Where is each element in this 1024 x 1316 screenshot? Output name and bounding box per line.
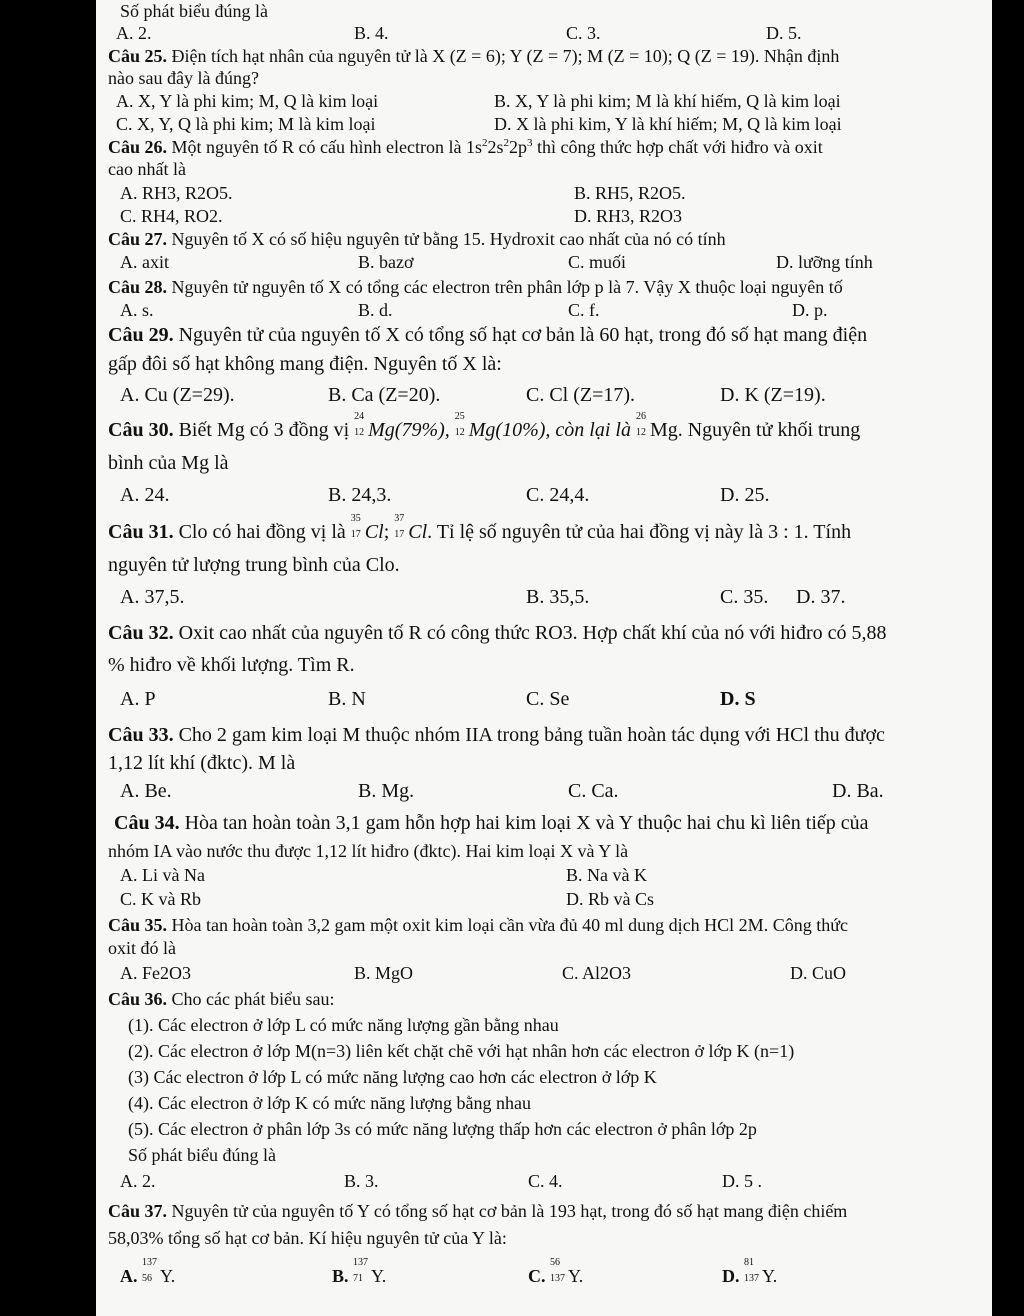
- question-label: Câu 33.: [108, 724, 174, 746]
- option-c: C. X, Y, Q là phi kim; M là kim loại: [116, 114, 376, 134]
- question-text-cont: oxit đó là: [108, 938, 176, 958]
- option-c: C. Se: [526, 688, 570, 710]
- option-b: B. N: [328, 688, 366, 710]
- option-b: B. Na và K: [566, 865, 647, 885]
- question-33: [108, 724, 885, 746]
- option-a: A. Li và Na: [120, 865, 205, 885]
- option-a: A. 137 56 Y.: [120, 1257, 176, 1286]
- option-c: C. RH4, RO2.: [120, 206, 223, 226]
- top-option-a: A. 2.: [116, 23, 152, 43]
- question-label: Câu 25.: [108, 46, 168, 66]
- isotope-notation: 24 12: [354, 411, 365, 438]
- option-a: A. Fe2O3: [120, 963, 191, 983]
- question-32: [108, 622, 887, 644]
- option-c: C. f.: [568, 300, 600, 320]
- option-c: C. 24,4.: [526, 484, 590, 506]
- option-a: A. 24.: [120, 484, 170, 506]
- top-option-d: D. 5.: [766, 23, 802, 43]
- question-text: Nguyên tử của nguyên tố Y có tổng số hạt cơ bản là 193 hạt, trong đó số hạt mang điện chiếm: [171, 1201, 848, 1221]
- option-d: D. p.: [792, 300, 828, 320]
- option-b: B. Ca (Z=20).: [328, 384, 441, 406]
- option-d: D. K (Z=19).: [720, 384, 826, 406]
- question-28: [108, 276, 843, 298]
- question-text: Hòa tan hoàn toàn 3,1 gam hỗn hợp hai kim loại X và Y thuộc hai chu kì liên tiếp của: [184, 812, 869, 834]
- question-text: Điện tích hạt nhân của nguyên tử là X (Z = 6); Y (Z = 7); M (Z = 10); Q (Z = 19). Nhận định: [171, 46, 840, 66]
- question-27: [108, 228, 726, 250]
- question-text: Biết Mg có 3 đồng vị: [178, 419, 350, 441]
- option-b: B. 137 71 Y.: [332, 1257, 387, 1286]
- option-b: B. 24,3.: [328, 484, 392, 506]
- option-d: D. S: [720, 688, 756, 710]
- question-label: Câu 37.: [108, 1201, 168, 1221]
- question-text-2: thì công thức hợp chất với hiđro và oxit: [532, 137, 823, 157]
- option-a: A. 37,5.: [120, 586, 185, 608]
- statement-4: (4). Các electron ở lớp K có mức năng lượng bằng nhau: [128, 1093, 531, 1113]
- option-a: A. s.: [120, 300, 154, 320]
- option-a: A. Cu (Z=29).: [120, 384, 235, 406]
- question-text-cont: % hiđro về khối lượng. Tìm R.: [108, 654, 355, 676]
- question-text-cont: cao nhất là: [108, 159, 186, 179]
- question-label: Câu 27.: [108, 229, 168, 249]
- question-31: Câu 31. Clo có hai đồng vị là 35 17 Cl; 37 17 Cl. Tỉ lệ số nguyên tử của hai đồng vị này là 3 : 1. Tính: [108, 513, 852, 543]
- option-d: D. 5 .: [722, 1171, 762, 1191]
- question-35: [108, 914, 848, 936]
- statement-5: (5). Các electron ở phân lớp 3s có mức năng lượng thấp hơn các electron ở phân lớp 2p: [128, 1119, 757, 1139]
- question-label: Câu 29.: [108, 324, 174, 346]
- question-text: Một nguyên tố R có cấu hình electron là 1s: [171, 137, 482, 157]
- option-c: C. K và Rb: [120, 889, 201, 909]
- statement-2: (2). Các electron ở lớp M(n=3) liên kết chặt chẽ với hạt nhân hơn các electron ở lớp K (n=1): [128, 1041, 795, 1061]
- question-34: [114, 812, 869, 834]
- option-d: D. 81 137 Y.: [722, 1257, 778, 1286]
- option-c: C. 35.: [720, 586, 769, 608]
- question-label: Câu 26.: [108, 137, 168, 157]
- option-b: B. MgO: [354, 963, 414, 983]
- question-36: [108, 988, 334, 1010]
- option-d: D. CuO: [790, 963, 847, 983]
- question-label: Câu 31.: [108, 521, 174, 543]
- option-a: A. P: [120, 688, 156, 710]
- top-option-b: B. 4.: [354, 23, 389, 43]
- option-b: B. d.: [358, 300, 393, 320]
- question-25: [108, 45, 839, 67]
- question-label: Câu 32.: [108, 622, 174, 644]
- question-text: Hòa tan hoàn toàn 3,2 gam một oxit kim loại cần vừa đủ 40 ml dung dịch HCl 2M. Công thức: [171, 915, 848, 935]
- question-26: Câu 26. Một nguyên tố R có cấu hình electron là $1s^22s^22p^3$ thì công thức hợp chất với hiđro và oxit: [108, 137, 823, 157]
- question-text: Nguyên tố X có số hiệu nguyên tử bằng 15. Hydroxit cao nhất của nó có tính: [171, 229, 726, 249]
- option-a: A. RH3, R2O5.: [120, 183, 233, 203]
- question-text: Nguyên tử của nguyên tố X có tổng số hạt cơ bản là 60 hạt, trong đó số hạt mang điện: [178, 324, 868, 346]
- isotope-notation: 26 12: [635, 411, 646, 438]
- option-a: A. axit: [120, 252, 169, 272]
- option-d: D. X là phi kim, Y là khí hiếm; M, Q là kim loại: [494, 114, 842, 134]
- option-d: D. RH3, R2O3: [574, 206, 683, 226]
- option-c: C. Ca.: [568, 780, 619, 802]
- option-d: D. lưỡng tính: [776, 252, 873, 272]
- question-label: Câu 35.: [108, 915, 168, 935]
- document-page: [96, 0, 992, 1316]
- option-b: B. 3.: [344, 1171, 379, 1191]
- option-c: C. muối: [568, 252, 627, 272]
- question-ask: Số phát biểu đúng là: [128, 1145, 276, 1165]
- question-text-cont: nguyên tử lượng trung bình của Clo.: [108, 554, 400, 576]
- question-text: Oxit cao nhất của nguyên tố R có công thức RO3. Hợp chất khí của nó với hiđro có 5,88: [178, 622, 887, 644]
- option-b: B. Mg.: [358, 780, 415, 802]
- question-text: Cho 2 gam kim loại M thuộc nhóm IIA trong bảng tuần hoàn tác dụng với HCl thu được: [178, 724, 885, 746]
- question-text: Cho các phát biểu sau:: [171, 989, 335, 1009]
- isotope-notation: 25 12: [454, 411, 465, 438]
- option-b: B. RH5, R2O5.: [574, 183, 686, 203]
- question-text-cont: 1,12 lít khí (đktc). M là: [108, 752, 296, 774]
- option-c: C. 4.: [528, 1171, 563, 1191]
- option-c: C. 56 137 Y.: [528, 1257, 584, 1286]
- option-d: D. 25.: [720, 484, 770, 506]
- option-a: A. 2.: [120, 1171, 156, 1191]
- question-text: Nguyên tử nguyên tố X có tổng các electron trên phân lớp p là 7. Vậy X thuộc loại nguyên tố: [171, 277, 843, 297]
- question-label: Câu 28.: [108, 277, 168, 297]
- question-label: Câu 36.: [108, 989, 168, 1009]
- question-label: Câu 30.: [108, 419, 174, 441]
- header-text: Số phát biểu đúng là: [120, 1, 268, 21]
- question-text: Clo có hai đồng vị là: [178, 521, 346, 543]
- statement-1: (1). Các electron ở lớp L có mức năng lượng gần bằng nhau: [128, 1015, 559, 1035]
- option-b: B. X, Y là phi kim; M là khí hiếm, Q là kim loại: [494, 91, 841, 111]
- option-c: C. Cl (Z=17).: [526, 384, 636, 406]
- question-text-cont: nhóm IA vào nước thu được 1,12 lít hiđro (đktc). Hai kim loại X và Y là: [108, 841, 629, 861]
- top-option-c: C. 3.: [566, 23, 601, 43]
- option-c: C. Al2O3: [562, 963, 632, 983]
- option-b: B. 35,5.: [526, 586, 590, 608]
- question-text-cont: nào sau đây là đúng?: [108, 68, 259, 88]
- question-30: Câu 30. Biết Mg có 3 đồng vị 24 12 Mg(79%), 25 12 Mg(10%), còn lại là 26 12 Mg. Nguyên tử khối trung: [108, 411, 861, 441]
- question-text-cont: 58,03% tổng số hạt cơ bản. Kí hiệu nguyên tử của Y là:: [108, 1228, 507, 1248]
- question-text-cont: gấp đôi số hạt không mang điện. Nguyên tố X là:: [108, 353, 502, 375]
- option-d: D. Rb và Cs: [566, 889, 655, 909]
- question-label: Câu 34.: [114, 812, 180, 834]
- option-b: B. bazơ: [358, 252, 414, 272]
- question-text-cont: bình của Mg là: [108, 452, 229, 474]
- option-a: A. Be.: [120, 780, 172, 802]
- option-d: D. 37.: [796, 586, 846, 608]
- option-a: A. X, Y là phi kim; M, Q là kim loại: [116, 91, 379, 111]
- question-29: [108, 324, 867, 346]
- question-37: [108, 1200, 847, 1222]
- option-d: D. Ba.: [832, 780, 884, 802]
- statement-3: (3) Các electron ở lớp L có mức năng lượng cao hơn các electron ở lớp K: [128, 1067, 657, 1087]
